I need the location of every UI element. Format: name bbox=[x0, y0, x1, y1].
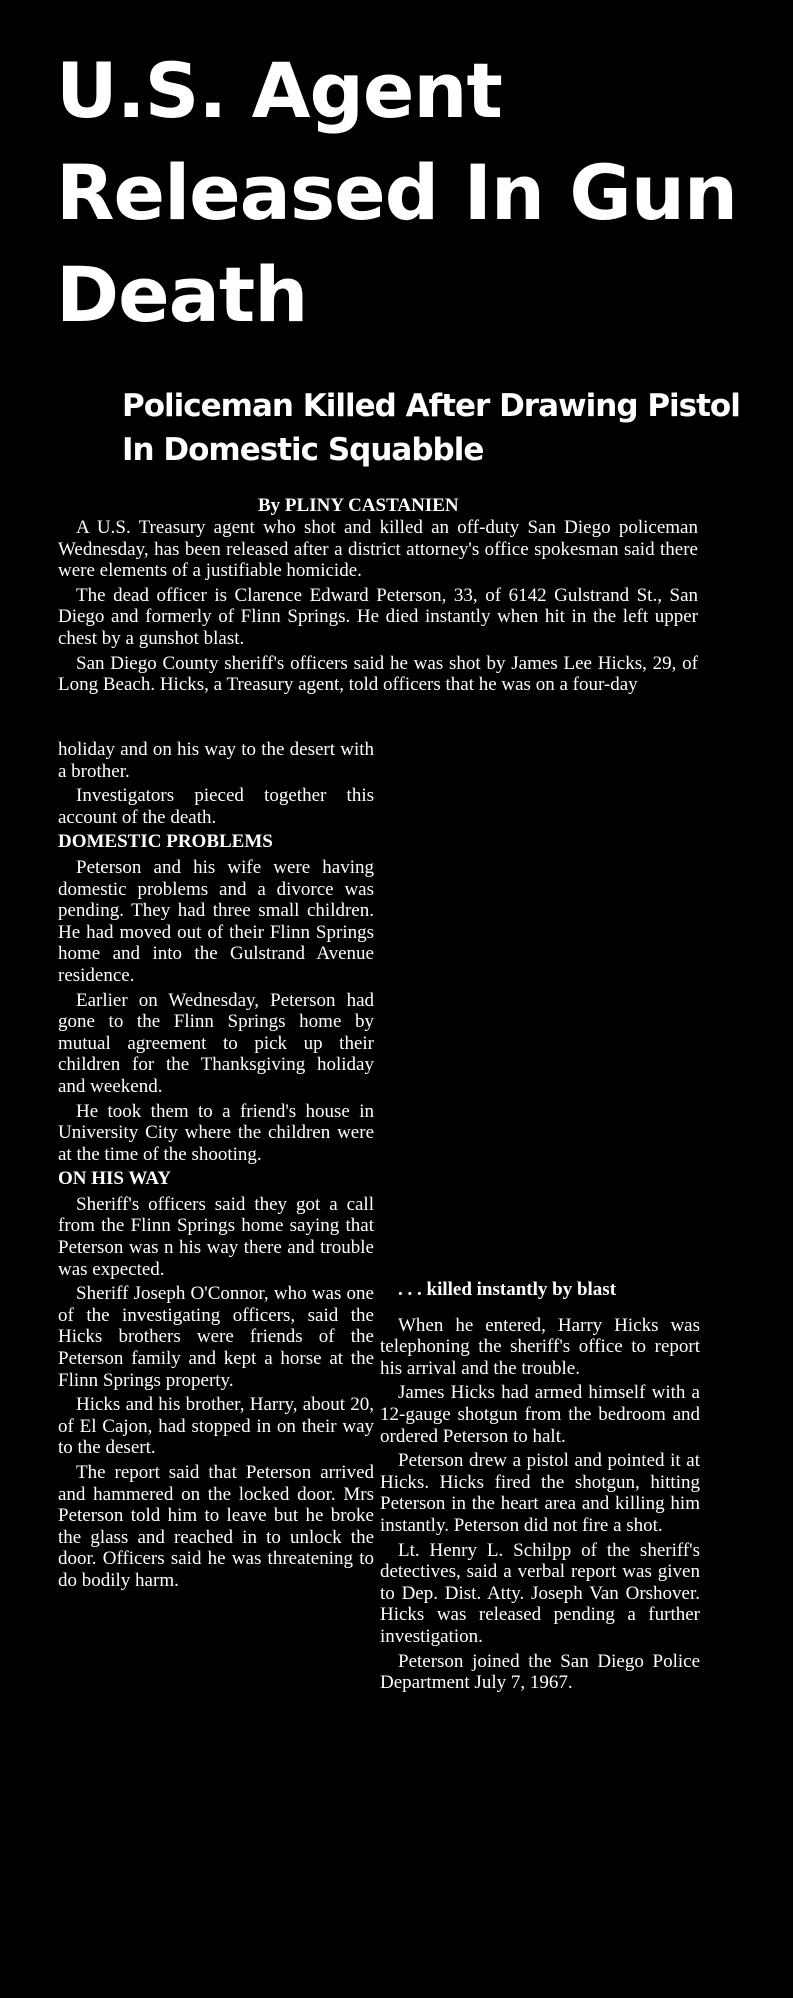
paragraph: Sheriff's officers said they got a call from the Flinn Springs home saying that Peterson was n his way there and trouble was expected. bbox=[58, 1193, 374, 1280]
section-heading-domestic-problems: DOMESTIC PROBLEMS bbox=[58, 831, 273, 853]
headline: U.S. Agent Released In Gun Death bbox=[56, 46, 738, 339]
paragraph: James Hicks had armed himself with a 12-gauge shotgun from the bedroom and ordered Peterson to halt. bbox=[380, 1382, 700, 1447]
paragraph: The report said that Peterson arrived and hammered on the locked door. Mrs Peterson told him to leave but he broke the glass and reached in to unlock the door. Officers said he was threatening to do bodily harm. bbox=[58, 1462, 374, 1591]
paragraph: holiday and on his way to the desert with a brother. bbox=[58, 739, 374, 782]
right-column bbox=[380, 1279, 700, 1697]
paragraph: Hicks and his brother, Harry, about 20, of El Cajon, had stopped in on their way to the desert. bbox=[58, 1394, 374, 1459]
paragraph: Investigators pieced together this account of the death. bbox=[58, 785, 374, 828]
paragraph: Peterson and his wife were having domestic problems and a divorce was pending. They had three small children. He had moved out of their Flinn Springs home and into the Gulstrand Avenue residence. bbox=[58, 856, 374, 986]
paragraph: When he entered, Harry Hicks was telephoning the sheriff's office to report his arrival and the trouble. bbox=[380, 1314, 700, 1379]
paragraph: The dead officer is Clarence Edward Peterson, 33, of 6142 Gulstrand St., San Diego and formerly of Flinn Springs. He died instantly when hit in the left upper chest by a gunshot blast. bbox=[58, 584, 698, 649]
paragraph: Sheriff Joseph O'Connor, who was one of the investigating officers, said the Hicks brothers were friends of the Peterson family and kept a horse at the Flinn Springs property. bbox=[58, 1283, 374, 1391]
subheadline: Policeman Killed After Drawing Pistol In Domestic Squabble bbox=[122, 388, 740, 468]
paragraph: Lt. Henry L. Schilpp of the sheriff's detectives, said a verbal report was given to Dep. Dist. Atty. Joseph Van Orshover. Hicks was released pending a further investigation. bbox=[380, 1539, 700, 1647]
paragraph: Peterson joined the San Diego Police Department July 7, 1967. bbox=[380, 1650, 700, 1694]
paragraph: A U.S. Treasury agent who shot and killed an off-duty San Diego policeman Wednesday, has been released after a district attorney's office spokesman said there were elements of a justifiable homicide. bbox=[58, 517, 698, 582]
section-heading-on-his-way: ON HIS WAY bbox=[58, 1168, 171, 1190]
paragraph: San Diego County sheriff's officers said he was shot by James Lee Hicks, 29, of Long Beach. Hicks, a Treasury agent, told officers that he was on a four-day bbox=[58, 652, 698, 696]
pull-caption: . . . killed instantly by blast bbox=[398, 1279, 617, 1300]
paragraph: Peterson drew a pistol and pointed it at Hicks. Hicks fired the shotgun, hitting Peterson in the heart area and killing him instantly. Peterson did not fire a shot. bbox=[380, 1450, 700, 1536]
intro-text bbox=[58, 517, 698, 699]
paragraph: He took them to a friend's house in University City where the children were at the time of the shooting. bbox=[58, 1100, 374, 1165]
byline: By PLINY CASTANIEN bbox=[258, 495, 459, 516]
left-column bbox=[58, 739, 374, 1595]
paragraph: Earlier on Wednesday, Peterson had gone to the Flinn Springs home by mutual agreement to pick up their children for the Thanksgiving holiday and weekend. bbox=[58, 989, 374, 1097]
